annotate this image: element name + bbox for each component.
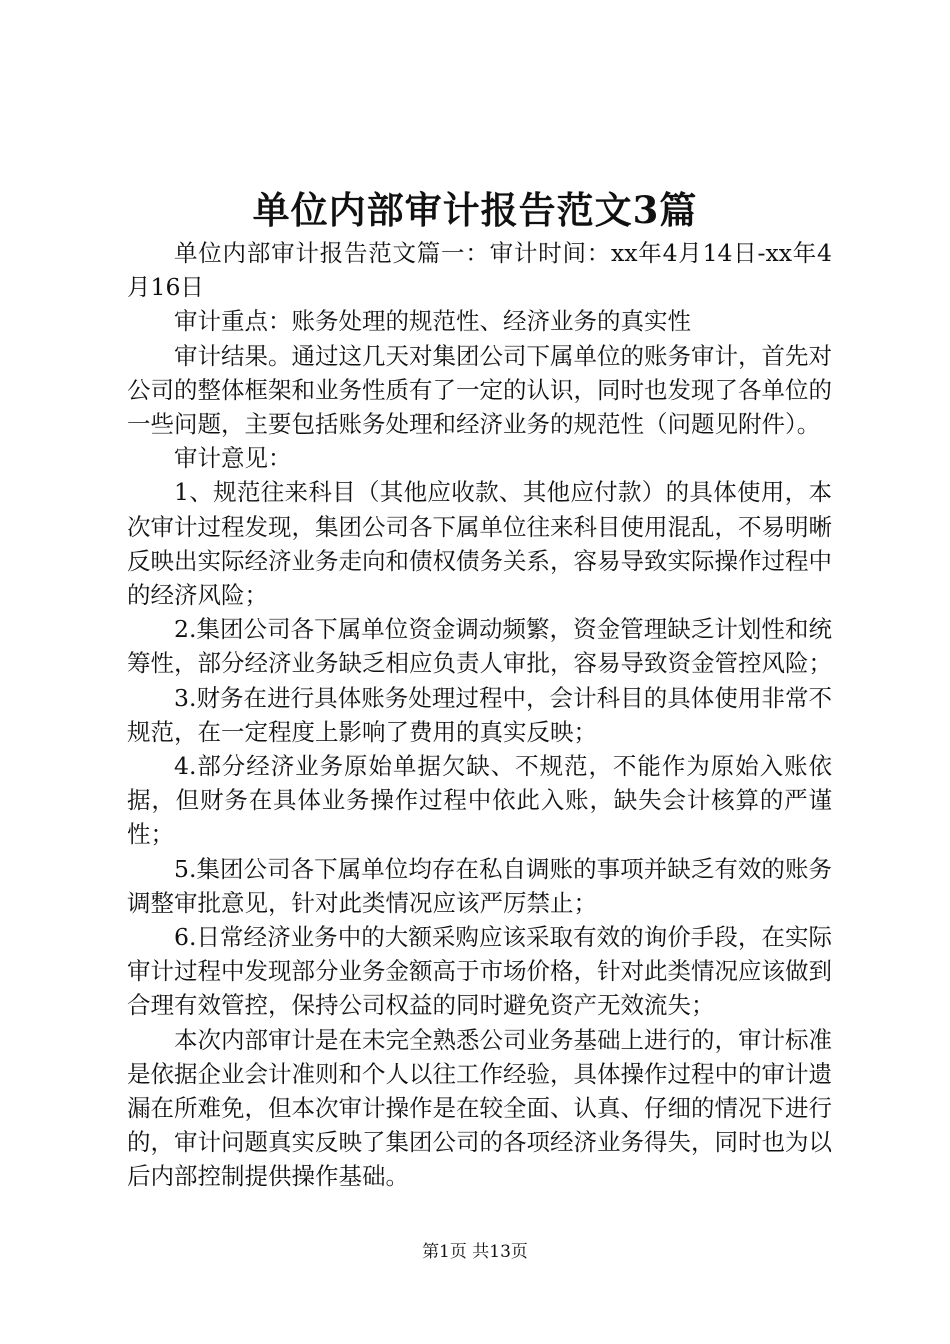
paragraph-audit-time: 单位内部审计报告范文篇一：审计时间：xx年4月14日-xx年4月16日 [127,239,832,302]
paragraph-audit-opinion-heading: 审计意见： [174,444,292,473]
paragraph-opinion-5: 5.集团公司各下属单位均存在私自调账的事项并缺乏有效的账务调整审批意见，针对此类情况应该严厉禁止； [127,854,832,917]
paragraph-audit-result: 审计结果。通过这几天对集团公司下属单位的账务审计，首先对公司的整体框架和业务性质有了一定的认识，同时也发现了各单位的一些问题，主要包括账务处理和经济业务的规范性（问题见附件）。 [127,341,832,439]
paragraph-opinion-4: 4.部分经济业务原始单据欠缺、不规范，不能作为原始入账依据，但财务在具体业务操作过程中依此入账，缺失会计核算的严谨性； [127,752,832,849]
paragraph-opinion-3: 3.财务在进行具体账务处理过程中，会计科目的具体使用非常不规范，在一定程度上影响了费用的真实反映； [127,683,832,746]
page-number-footer: 第1页 共13页 [422,1242,528,1262]
paragraph-opinion-6: 6.日常经济业务中的大额采购应该采取有效的询价手段，在实际审计过程中发现部分业务金额高于市场价格，针对此类情况应该做到合理有效管控，保持公司权益的同时避免资产无效流失； [127,923,832,1020]
paragraph-opinion-2: 2.集团公司各下属单位资金调动频繁，资金管理缺乏计划性和统筹性，部分经济业务缺乏相应负责人审批，容易导致资金管控风险； [127,615,832,678]
document-title: 单位内部审计报告范文3篇 [252,188,698,232]
document-body [127,236,832,1194]
paragraph-conclusion: 本次内部审计是在未完全熟悉公司业务基础上进行的，审计标准是依据企业会计准则和个人以往工作经验，具体操作过程中的审计遗漏在所难免，但本次审计操作是在较全面、认真、仔细的情况下进行的，审计问题真实反映了集团公司的各项经济业务得失，同时也为以后内部控制提供操作基础。 [127,1025,832,1191]
paragraph-audit-focus: 审计重点：账务处理的规范性、经济业务的真实性 [174,307,691,336]
paragraph-opinion-1: 1、规范往来科目（其他应收款、其他应付款）的具体使用，本次审计过程发现，集团公司各下属单位往来科目使用混乱，不易明晰反映出实际经济业务走向和债权债务关系，容易导致实际操作过程中的经济风险； [127,478,832,610]
